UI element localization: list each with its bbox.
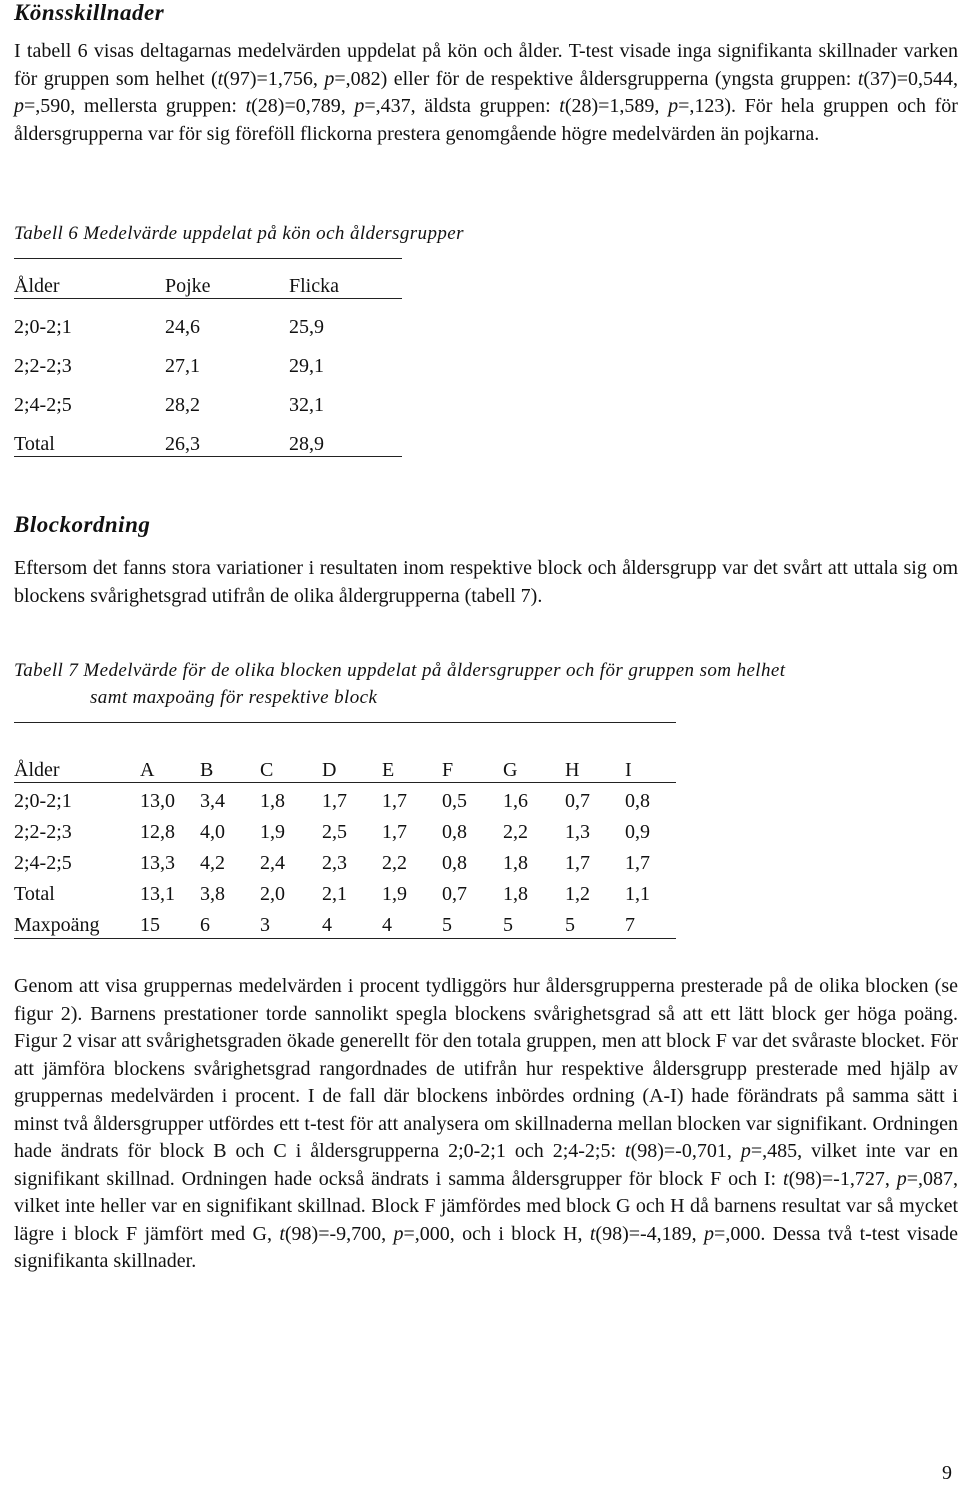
table7-cell: 3,4 [200, 790, 225, 812]
table7-header-cell: G [503, 759, 518, 781]
table7-cell: 2,0 [260, 883, 285, 905]
table7-cell: 2,2 [503, 821, 528, 843]
table7-cell: 2;4-2;5 [14, 852, 72, 874]
table7-cell: 1,2 [565, 883, 590, 905]
table7-cell: 1,1 [625, 883, 650, 905]
table6-cell: 2;0-2;1 [14, 316, 72, 338]
table6-cell: Total [14, 433, 55, 455]
table7-cell: 1,8 [260, 790, 285, 812]
table7-header-cell: I [625, 759, 632, 781]
table7-cell: 13,1 [140, 883, 175, 905]
table7-caption-line1: Tabell 7 Medelvärde för de olika blocken uppdelat på åldersgrupper och för gruppen som helhet [14, 660, 786, 681]
table7-cell: 0,7 [565, 790, 590, 812]
table7-header-cell: Ålder [14, 759, 60, 781]
table7-header-cell: B [200, 759, 214, 781]
table6-header-cell: Ålder [14, 275, 60, 297]
section-heading-blockordning: Blockordning [14, 512, 151, 537]
paragraph-konsskillnader: I tabell 6 visas deltagarnas medelvärden uppdelat på kön och ålder. T-test visade inga signifikanta skillnader varken för gruppen som helhet (t(97)=1,756, p=,082) eller för de respektive åldersgrupperna (yngsta gruppen: t(37)=0,544, p=,590, mellersta gruppen: t(28)=0,789, p=,437, äldsta gruppen: t(28)=1,589, p=,123). För hela gruppen och för åldersgrupperna var för sig föreföll flickorna prestera genomgående högre medelvärden än pojkarna. [14, 40, 958, 145]
table7-cell: 0,8 [442, 821, 467, 843]
table6-cell: 2;2-2;3 [14, 355, 72, 377]
table7-cell: 2,1 [322, 883, 347, 905]
table7-cell: 1,9 [260, 821, 285, 843]
table6-cell: 25,9 [289, 316, 324, 338]
table6-cell: 32,1 [289, 394, 324, 416]
table7-cell: 1,8 [503, 852, 528, 874]
table7-cell: 13,3 [140, 852, 175, 874]
table7-cell: 4 [322, 914, 332, 936]
table7-cell: 15 [140, 914, 160, 936]
table7-header-cell: H [565, 759, 580, 781]
table7-cell: 1,8 [503, 883, 528, 905]
paragraph-final: Genom att visa gruppernas medelvärden i procent tydliggörs hur åldersgrupperna presterade på de olika blocken (se figur 2). Barnens prestationer torde sannolikt spegla blockens svårighetsgrad så att ett lätt block ger höga poäng. Figur 2 visar att svårighetsgraden ökade generellt för den totala gruppen, men att block F var det svåraste blocket. För att jämföra blockens svårighetsgrad rangordnades de utifrån hur respektive åldersgrupp presterade med hjälp av gruppernas medelvärden i procent. I de fall där blockens inbördes ordning (A-I) hade förändrats på samma sätt i minst två åldersgrupper utfördes ett t-test för att analysera om skillnaderna mellan blocken var signifikant. Ordningen hade ändrats för block B och C i åldersgrupperna 2;0-2;1 och 2;4-2;5: t(98)=-0,701, p=,485, vilket inte var en signifikant skillnad. Ordningen hade också ändrats i samma åldersgrupper för block F och I: t(98)=-1,727, p=,087, vilket inte heller var en signifikant skillnad. Block F jämfördes med block G och H då barnens resultat var så mycket lägre i block F jämfört med G, t(98)=-9,700, p=,000, och i block H, t(98)=-4,189, p=,000. Dessa två t-test visade signifikanta skillnader. [14, 975, 959, 1272]
table7-header-cell: E [382, 759, 395, 781]
table7-cell: 0,5 [442, 790, 467, 812]
table6-cell: 28,9 [289, 433, 324, 455]
table6-cell: 29,1 [289, 355, 324, 377]
table7-cell: 1,7 [625, 852, 650, 874]
paragraph-blockordning: Eftersom det fanns stora variationer i resultaten inom respektive block och åldersgrupp var det svårt att uttala sig om blockens svårighetsgrad utifrån de olika åldergrupperna (tabell 7). [14, 557, 958, 607]
table7-top-rule [14, 722, 676, 723]
table6-cell: 27,1 [165, 355, 200, 377]
table7-cell: 2,4 [260, 852, 285, 874]
table7-cell: 1,7 [322, 790, 347, 812]
table7-cell: 6 [200, 914, 210, 936]
table7-cell: 2,2 [382, 852, 407, 874]
table6-header-cell: Pojke [165, 275, 211, 297]
table7-header-cell: A [140, 759, 155, 781]
table7-cell: 0,7 [442, 883, 467, 905]
table7-caption [14, 657, 958, 711]
table7-cell: 2;2-2;3 [14, 821, 72, 843]
table7-cell: 3,8 [200, 883, 225, 905]
table6-cell: 28,2 [165, 394, 200, 416]
table7-cell: 1,6 [503, 790, 528, 812]
table7-cell: Total [14, 883, 55, 905]
table7-header-rule [14, 782, 676, 783]
table7-header-cell: C [260, 759, 274, 781]
page-number: 9 [942, 1462, 952, 1484]
table7-cell: 5 [503, 914, 513, 936]
table7-cell: 4,2 [200, 852, 225, 874]
table7-caption-line2: samt maxpoäng för respektive block [90, 687, 378, 708]
table7-cell: 2;0-2;1 [14, 790, 72, 812]
table7-cell: 1,7 [565, 852, 590, 874]
table6-header-cell: Flicka [289, 275, 339, 297]
table7-cell: 13,0 [140, 790, 175, 812]
table6-cell: 2;4-2;5 [14, 394, 72, 416]
table6-cell: 24,6 [165, 316, 200, 338]
table7-cell: 2,5 [322, 821, 347, 843]
table6-caption: Tabell 6 Medelvärde uppdelat på kön och åldersgrupper [14, 223, 464, 244]
table7-cell: 0,8 [625, 790, 650, 812]
section-heading-konsskillnader: Könsskillnader [14, 0, 165, 25]
table7-cell: Maxpoäng [14, 914, 100, 936]
table7-cell: 1,3 [565, 821, 590, 843]
table7-cell: 12,8 [140, 821, 175, 843]
table7-header-cell: F [442, 759, 454, 781]
table6-header-rule [14, 298, 402, 299]
table6-bottom-rule [14, 456, 402, 457]
table7-cell: 7 [625, 914, 635, 936]
table7-cell: 4,0 [200, 821, 225, 843]
table7-cell: 1,9 [382, 883, 407, 905]
table7-header-cell: D [322, 759, 337, 781]
table7-cell: 4 [382, 914, 392, 936]
table7-cell: 5 [565, 914, 575, 936]
table6-cell: 26,3 [165, 433, 200, 455]
table7-cell: 1,7 [382, 821, 407, 843]
table7-cell: 2,3 [322, 852, 347, 874]
table6-top-rule [14, 258, 402, 259]
table7-cell: 0,9 [625, 821, 650, 843]
table7-cell: 1,7 [382, 790, 407, 812]
table7-cell: 3 [260, 914, 270, 936]
table7-bottom-rule [14, 938, 676, 939]
table7-cell: 5 [442, 914, 452, 936]
table7-cell: 0,8 [442, 852, 467, 874]
